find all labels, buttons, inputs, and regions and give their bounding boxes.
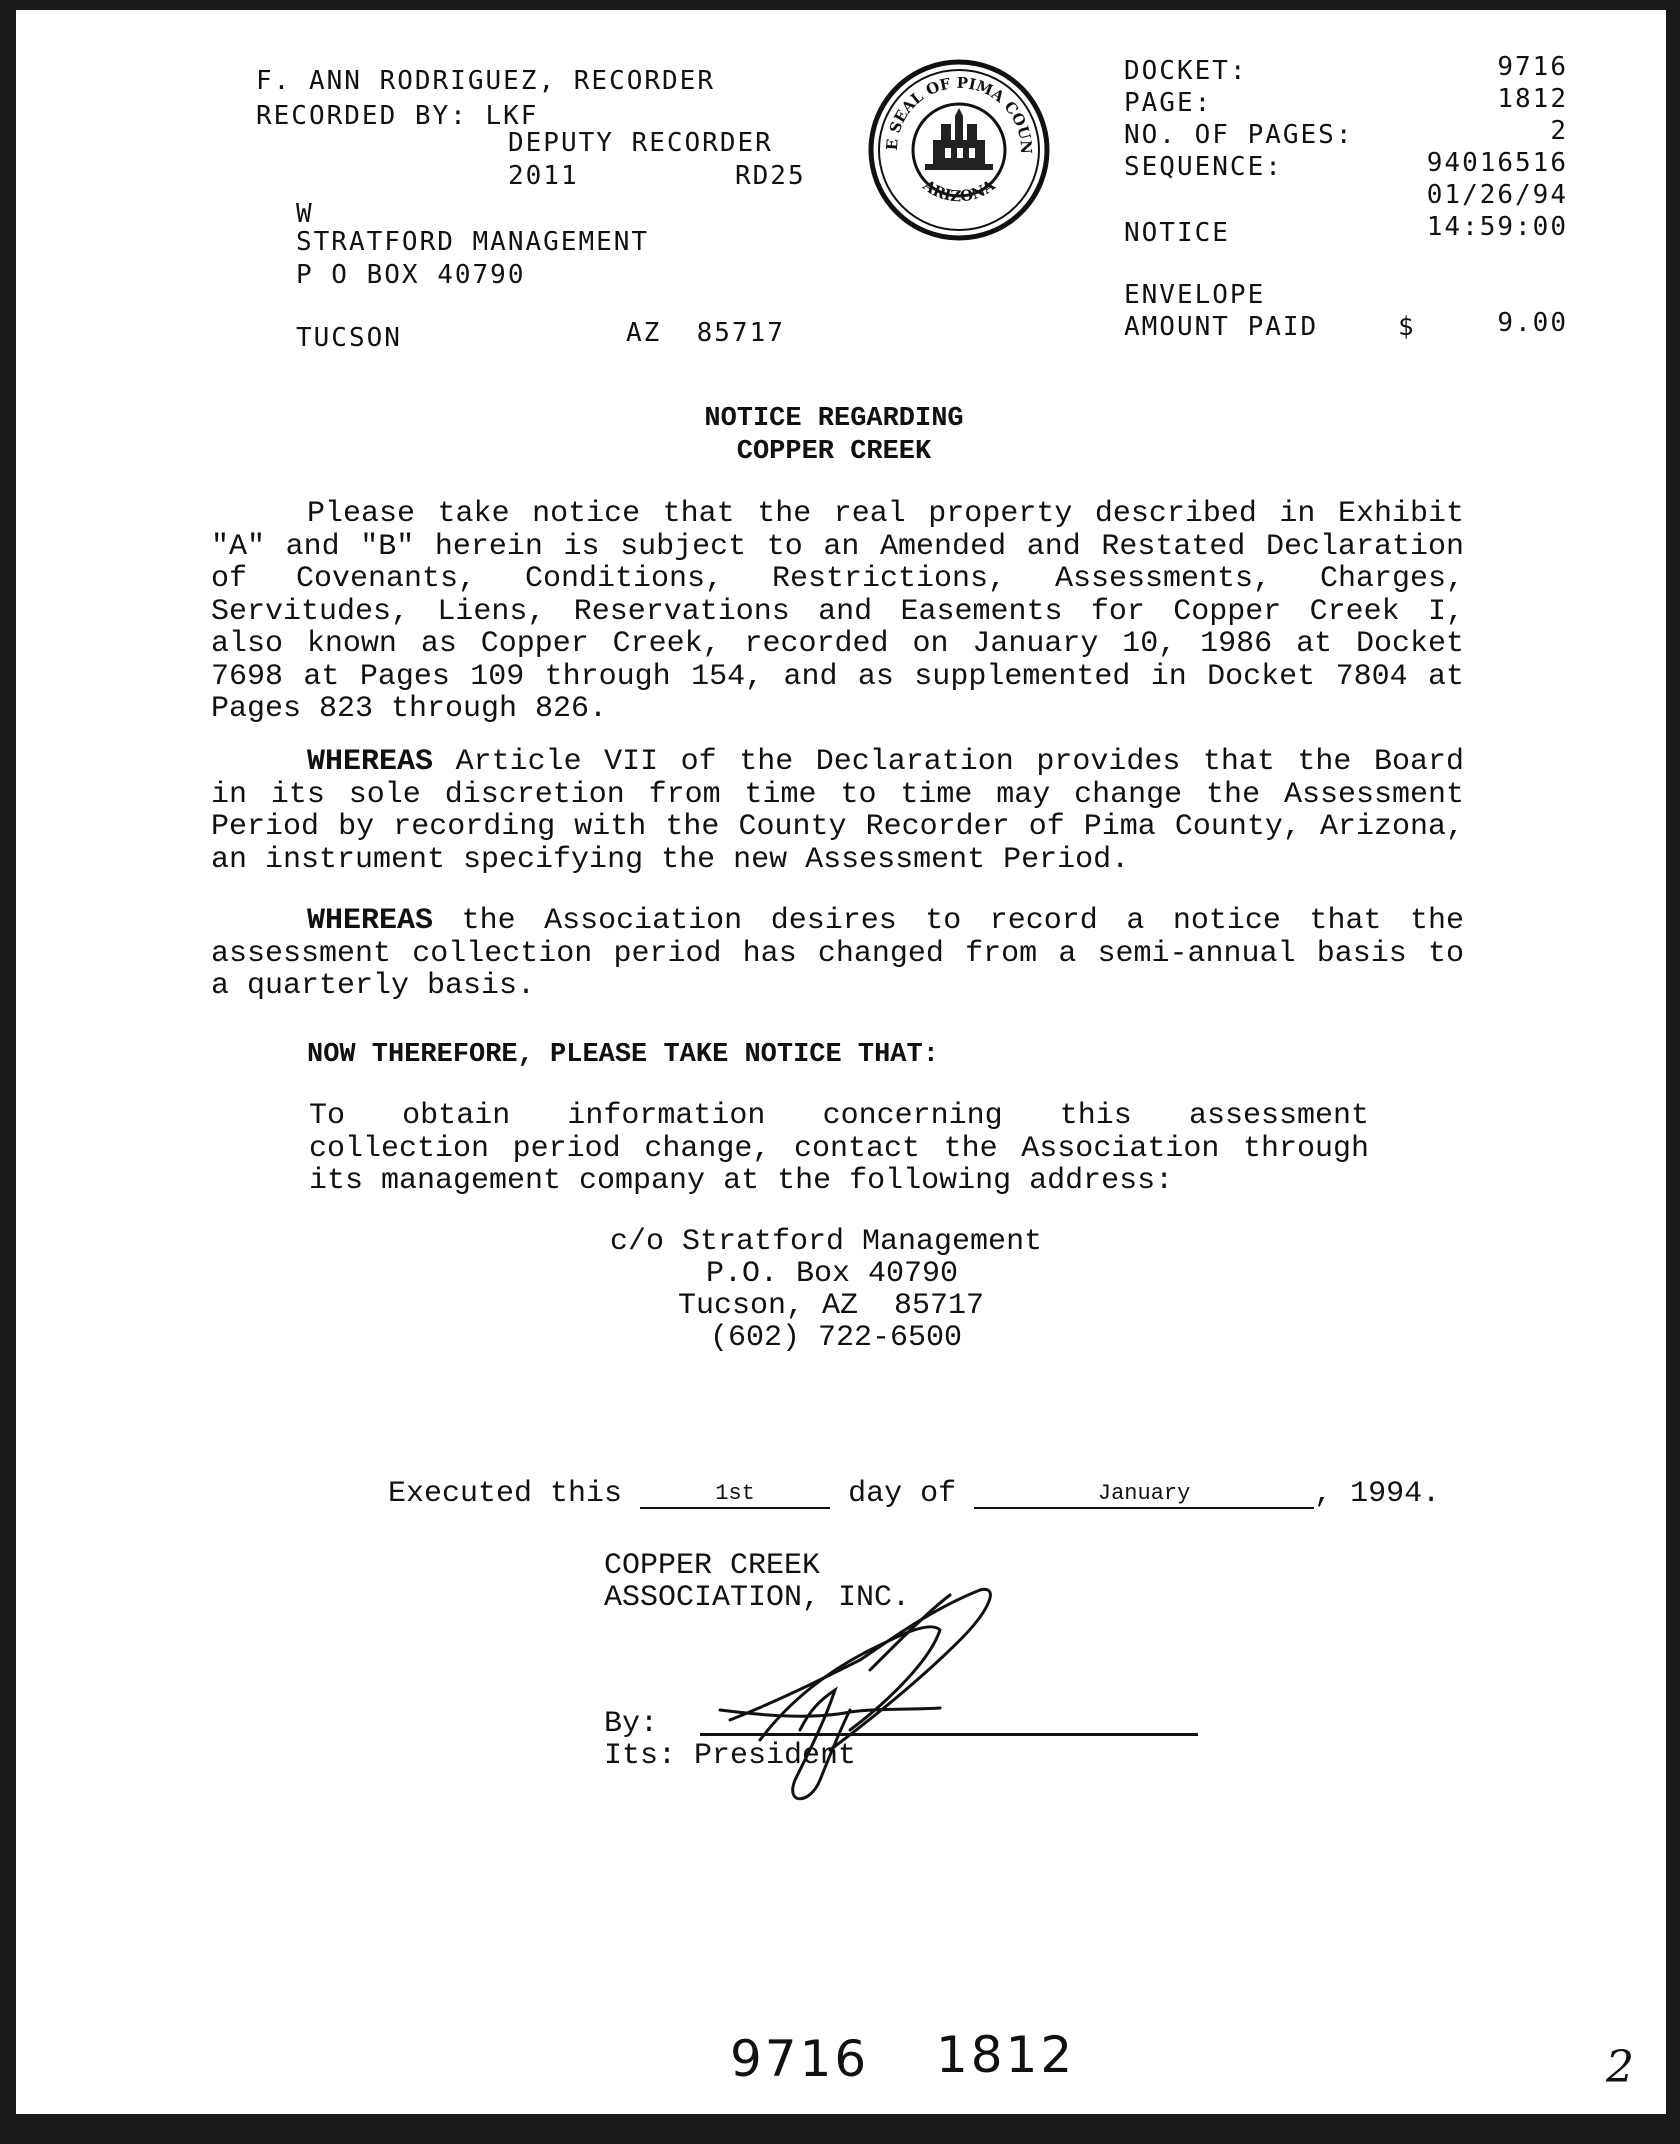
seal-icon bbox=[867, 58, 1051, 242]
recorder-code-1: 2011 bbox=[508, 161, 579, 191]
page-mark: 2 bbox=[1606, 2042, 1634, 2093]
by-label: By: bbox=[604, 1707, 659, 1741]
amount-paid-label: AMOUNT PAID bbox=[1124, 312, 1319, 342]
envelope-label: ENVELOPE bbox=[1124, 280, 1266, 310]
notice-label: NOTICE bbox=[1124, 218, 1230, 248]
execution-middle: day of bbox=[848, 1477, 957, 1511]
paragraph-whereas-2 bbox=[211, 905, 1464, 1003]
deputy-recorder: DEPUTY RECORDER bbox=[508, 128, 773, 158]
pages-count-value: 2 bbox=[1550, 116, 1568, 146]
pages-count-label: NO. OF PAGES: bbox=[1124, 120, 1354, 150]
sequence-label: SEQUENCE: bbox=[1124, 152, 1283, 182]
address-line-2: P.O. Box 40790 bbox=[706, 1257, 959, 1291]
county-seal bbox=[848, 40, 1036, 224]
whereas-1-keyword: WHEREAS bbox=[307, 745, 434, 779]
record-time: 14:59:00 bbox=[1426, 212, 1568, 242]
org-name-line1: COPPER CREEK bbox=[604, 1549, 821, 1583]
page-label: PAGE: bbox=[1124, 88, 1213, 118]
its-title: Its: President bbox=[604, 1739, 857, 1773]
docket-label: DOCKET: bbox=[1124, 56, 1248, 86]
footer-page-number: 1812 bbox=[936, 2026, 1076, 2084]
mail-po-box: P O BOX 40790 bbox=[296, 260, 526, 290]
seal-top-text: E SEAL OF PIMA COUN bbox=[882, 73, 1036, 155]
sequence-value: 94016516 bbox=[1426, 148, 1568, 178]
whereas-2-keyword: WHEREAS bbox=[307, 904, 434, 938]
paragraph-whereas-1 bbox=[211, 746, 1464, 876]
recorder-line: F. ANN RODRIGUEZ, RECORDER bbox=[256, 66, 715, 96]
page-value: 1812 bbox=[1497, 84, 1568, 114]
currency-symbol: $ bbox=[1398, 312, 1416, 342]
signature-scribble bbox=[700, 1580, 1020, 1810]
paragraph-notice bbox=[211, 498, 1464, 726]
whereas-1-text: Article VII of the Declaration provides that the Board in its sole discretion from time to time may change the Assessment Period by recording with the County Recorder of Pima County, Arizona, an instrument specifying the new Assessment Period. bbox=[211, 745, 1464, 877]
paragraph-notice-text: Please take notice that the real property described in Exhibit "A" and "B" herein is subject to an Amended and Restated Declaration of Covenants, Conditions, Restrictions, Assessments, Charges, Servitudes, Liens, Reservations and Easements for Copper Creek I, also known as Copper Creek, recorded on January 10, 1986 at Docket 7698 at Pages 109 through 154, and as supplemented in Docket 7804 at Pages 823 through 826. bbox=[211, 497, 1464, 726]
mail-city: TUCSON bbox=[296, 323, 402, 353]
notice-title-line1: NOTICE REGARDING bbox=[704, 404, 964, 434]
execution-month: January bbox=[974, 1481, 1314, 1509]
seal-bottom-text: ARIZONA bbox=[919, 176, 999, 206]
mail-company: STRATFORD MANAGEMENT bbox=[296, 227, 650, 257]
docket-value: 9716 bbox=[1497, 52, 1568, 82]
amount-paid-value: 9.00 bbox=[1497, 308, 1568, 338]
org-name-line2: ASSOCIATION, INC. bbox=[604, 1581, 911, 1615]
contact-text: To obtain information concerning this assessment collection period change, contact the Association through its management company at the following address: bbox=[309, 1099, 1369, 1198]
notice-title-line2: COPPER CREEK bbox=[736, 437, 932, 467]
recorder-code-2: RD25 bbox=[735, 161, 806, 191]
execution-year: , 1994. bbox=[1314, 1477, 1441, 1511]
record-date: 01/26/94 bbox=[1426, 180, 1568, 210]
now-therefore-heading: NOW THEREFORE, PLEASE TAKE NOTICE THAT: bbox=[307, 1040, 939, 1070]
mail-code: W bbox=[296, 199, 314, 229]
paragraph-contact bbox=[309, 1100, 1369, 1198]
footer-docket-number: 9716 bbox=[730, 2030, 870, 2088]
execution-prefix: Executed this bbox=[388, 1477, 623, 1511]
execution-day: 1st bbox=[640, 1481, 830, 1509]
address-line-3: Tucson, AZ 85717 bbox=[678, 1289, 985, 1323]
address-line-4: (602) 722-6500 bbox=[710, 1321, 963, 1355]
address-line-1: c/o Stratford Management bbox=[610, 1225, 1043, 1259]
recorded-by: RECORDED BY: LKF bbox=[256, 101, 539, 131]
execution-line bbox=[388, 1478, 1440, 1510]
mail-state-zip: AZ 85717 bbox=[626, 318, 785, 348]
whereas-2-text: the Association desires to record a notice that the assessment collection period has changed from a semi-annual basis to a quarterly basis. bbox=[211, 904, 1464, 1003]
